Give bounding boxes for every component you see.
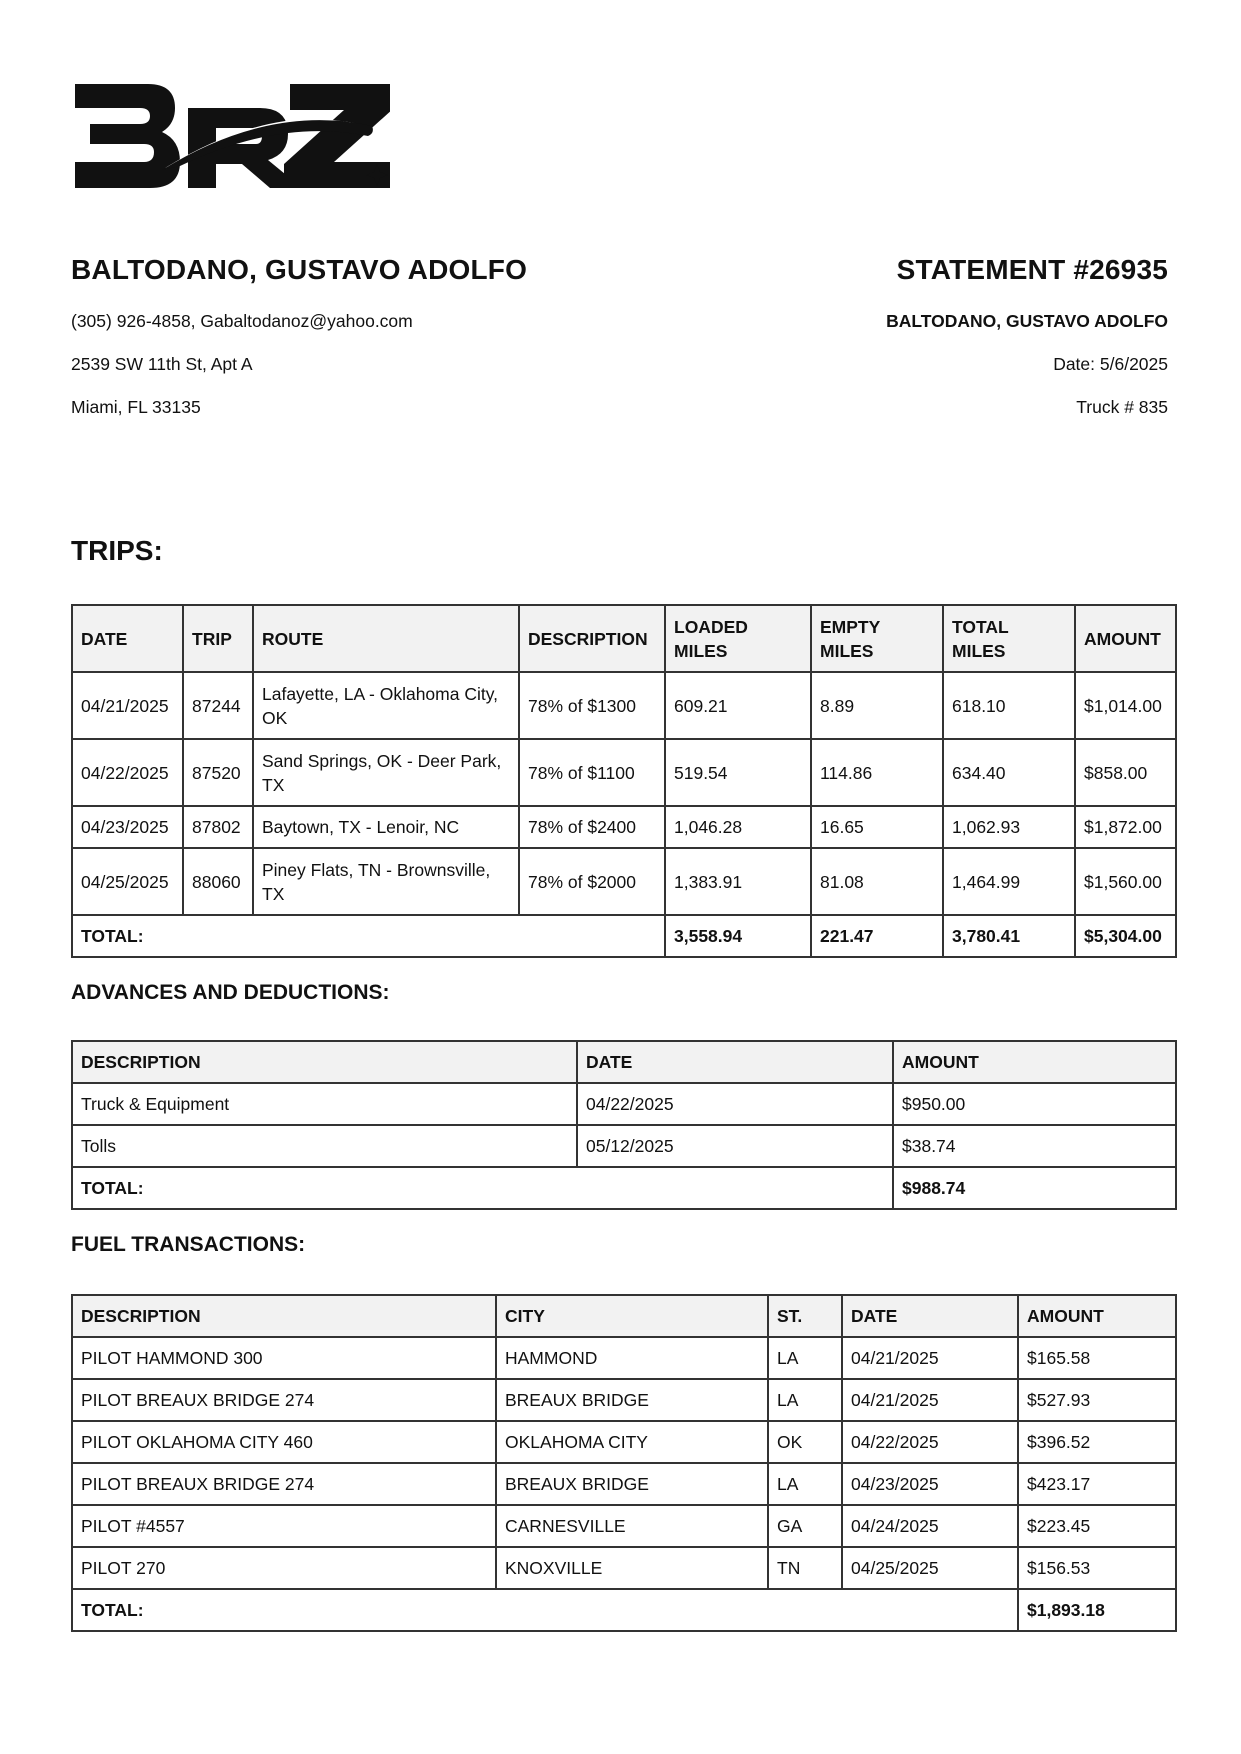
table-cell: $165.58 [1018,1337,1176,1379]
total-amount: $5,304.00 [1075,915,1176,957]
table-cell: 81.08 [811,848,943,915]
table-cell: Tolls [72,1125,577,1167]
table-row [72,1505,1176,1547]
table-cell: 04/25/2025 [842,1547,1018,1589]
driver-name: BALTODANO, GUSTAVO ADOLFO [71,254,528,285]
statement-name: BALTODANO, GUSTAVO ADOLFO [886,311,1168,331]
table-cell: $1,872.00 [1075,806,1176,848]
table-cell: OKLAHOMA CITY [496,1421,768,1463]
table-row [72,848,1176,915]
table-cell: 04/22/2025 [72,739,183,806]
table-cell: $423.17 [1018,1463,1176,1505]
table-header-row [72,1041,1176,1083]
column-header: ST. [768,1295,842,1337]
column-header: DATE [842,1295,1018,1337]
table-cell: PILOT BREAUX BRIDGE 274 [72,1379,496,1421]
column-header: LOADED MILES [665,605,811,672]
table-cell: $527.93 [1018,1379,1176,1421]
table-cell: 78% of $1300 [519,672,665,739]
table-cell: 609.21 [665,672,811,739]
table-cell: Sand Springs, OK - Deer Park, TX [253,739,519,806]
table-cell: KNOXVILLE [496,1547,768,1589]
table-cell: 78% of $2400 [519,806,665,848]
table-cell: 04/24/2025 [842,1505,1018,1547]
table-cell: $1,560.00 [1075,848,1176,915]
driver-address-line2: Miami, FL 33135 [71,397,201,417]
total-amount: $988.74 [893,1167,1176,1209]
table-cell: TN [768,1547,842,1589]
table-row [72,1337,1176,1379]
table-cell: 78% of $2000 [519,848,665,915]
column-header: AMOUNT [893,1041,1176,1083]
table-cell: Piney Flats, TN - Brownsville, TX [253,848,519,915]
column-header: TRIP [183,605,253,672]
table-cell: $156.53 [1018,1547,1176,1589]
table-row [72,1463,1176,1505]
table-row [72,739,1176,806]
fuel-table [71,1294,1177,1632]
table-row [72,1379,1176,1421]
table-cell: PILOT 270 [72,1547,496,1589]
table-cell: $223.45 [1018,1505,1176,1547]
column-header: ROUTE [253,605,519,672]
table-cell: 1,046.28 [665,806,811,848]
table-cell: 78% of $1100 [519,739,665,806]
table-cell: 88060 [183,848,253,915]
column-header: DATE [577,1041,893,1083]
statement-info [886,253,1168,418]
table-row [72,1125,1176,1167]
driver-contact: (305) 926-4858, Gabaltodanoz@yahoo.com [71,311,413,331]
fuel-total-row [72,1589,1176,1631]
total-loaded-miles: 3,558.94 [665,915,811,957]
table-cell: 1,464.99 [943,848,1075,915]
table-row [72,672,1176,739]
table-cell: HAMMOND [496,1337,768,1379]
table-cell: BREAUX BRIDGE [496,1379,768,1421]
driver-info [71,253,527,418]
table-cell: LA [768,1463,842,1505]
column-header: EMPTY MILES [811,605,943,672]
company-logo [70,78,390,196]
table-cell: $950.00 [893,1083,1176,1125]
table-cell: 16.65 [811,806,943,848]
trips-section-title: TRIPS: [71,535,163,566]
total-label: TOTAL: [72,1167,893,1209]
truck-number: Truck # 835 [1076,397,1168,417]
table-cell: PILOT HAMMOND 300 [72,1337,496,1379]
trips-total-row [72,915,1176,957]
total-label: TOTAL: [72,1589,1018,1631]
statement-title: STATEMENT #26935 [896,254,1168,285]
table-cell: 519.54 [665,739,811,806]
table-cell: 634.40 [943,739,1075,806]
table-header-row [72,605,1176,672]
column-header: AMOUNT [1018,1295,1176,1337]
table-cell: BREAUX BRIDGE [496,1463,768,1505]
table-header-row [72,1295,1176,1337]
total-amount: $1,893.18 [1018,1589,1176,1631]
column-header: CITY [496,1295,768,1337]
table-cell: 87802 [183,806,253,848]
advances-section-title: ADVANCES AND DEDUCTIONS: [71,981,390,1004]
trips-table [71,604,1177,958]
advances-table [71,1040,1177,1210]
table-cell: 1,383.91 [665,848,811,915]
total-empty-miles: 221.47 [811,915,943,957]
table-cell: 8.89 [811,672,943,739]
table-row [72,806,1176,848]
table-cell: 618.10 [943,672,1075,739]
column-header: DESCRIPTION [72,1295,496,1337]
table-cell: LA [768,1337,842,1379]
column-header: AMOUNT [1075,605,1176,672]
table-cell: Baytown, TX - Lenoir, NC [253,806,519,848]
table-cell: $858.00 [1075,739,1176,806]
column-header: DATE [72,605,183,672]
table-cell: 04/21/2025 [72,672,183,739]
table-cell: 1,062.93 [943,806,1075,848]
table-cell: Truck & Equipment [72,1083,577,1125]
total-miles: 3,780.41 [943,915,1075,957]
table-cell: CARNESVILLE [496,1505,768,1547]
table-cell: LA [768,1379,842,1421]
table-cell: 04/23/2025 [842,1463,1018,1505]
table-cell: 05/12/2025 [577,1125,893,1167]
fuel-section-title: FUEL TRANSACTIONS: [71,1233,306,1256]
table-cell: PILOT BREAUX BRIDGE 274 [72,1463,496,1505]
table-cell: 04/21/2025 [842,1337,1018,1379]
table-cell: OK [768,1421,842,1463]
table-cell: PILOT OKLAHOMA CITY 460 [72,1421,496,1463]
table-cell: Lafayette, LA - Oklahoma City, OK [253,672,519,739]
advances-total-row [72,1167,1176,1209]
table-row [72,1421,1176,1463]
table-cell: 04/22/2025 [842,1421,1018,1463]
table-row [72,1083,1176,1125]
table-cell: GA [768,1505,842,1547]
table-cell: $38.74 [893,1125,1176,1167]
table-cell: 04/22/2025 [577,1083,893,1125]
table-cell: 114.86 [811,739,943,806]
column-header: DESCRIPTION [519,605,665,672]
total-label: TOTAL: [72,915,665,957]
table-cell: 04/21/2025 [842,1379,1018,1421]
column-header: DESCRIPTION [72,1041,577,1083]
table-cell: 04/25/2025 [72,848,183,915]
table-row [72,1547,1176,1589]
driver-address-line1: 2539 SW 11th St, Apt A [71,354,253,374]
table-cell: 87520 [183,739,253,806]
table-cell: $1,014.00 [1075,672,1176,739]
table-cell: 87244 [183,672,253,739]
table-cell: $396.52 [1018,1421,1176,1463]
table-cell: PILOT #4557 [72,1505,496,1547]
statement-date: Date: 5/6/2025 [1053,354,1168,374]
column-header: TOTAL MILES [943,605,1075,672]
table-cell: 04/23/2025 [72,806,183,848]
